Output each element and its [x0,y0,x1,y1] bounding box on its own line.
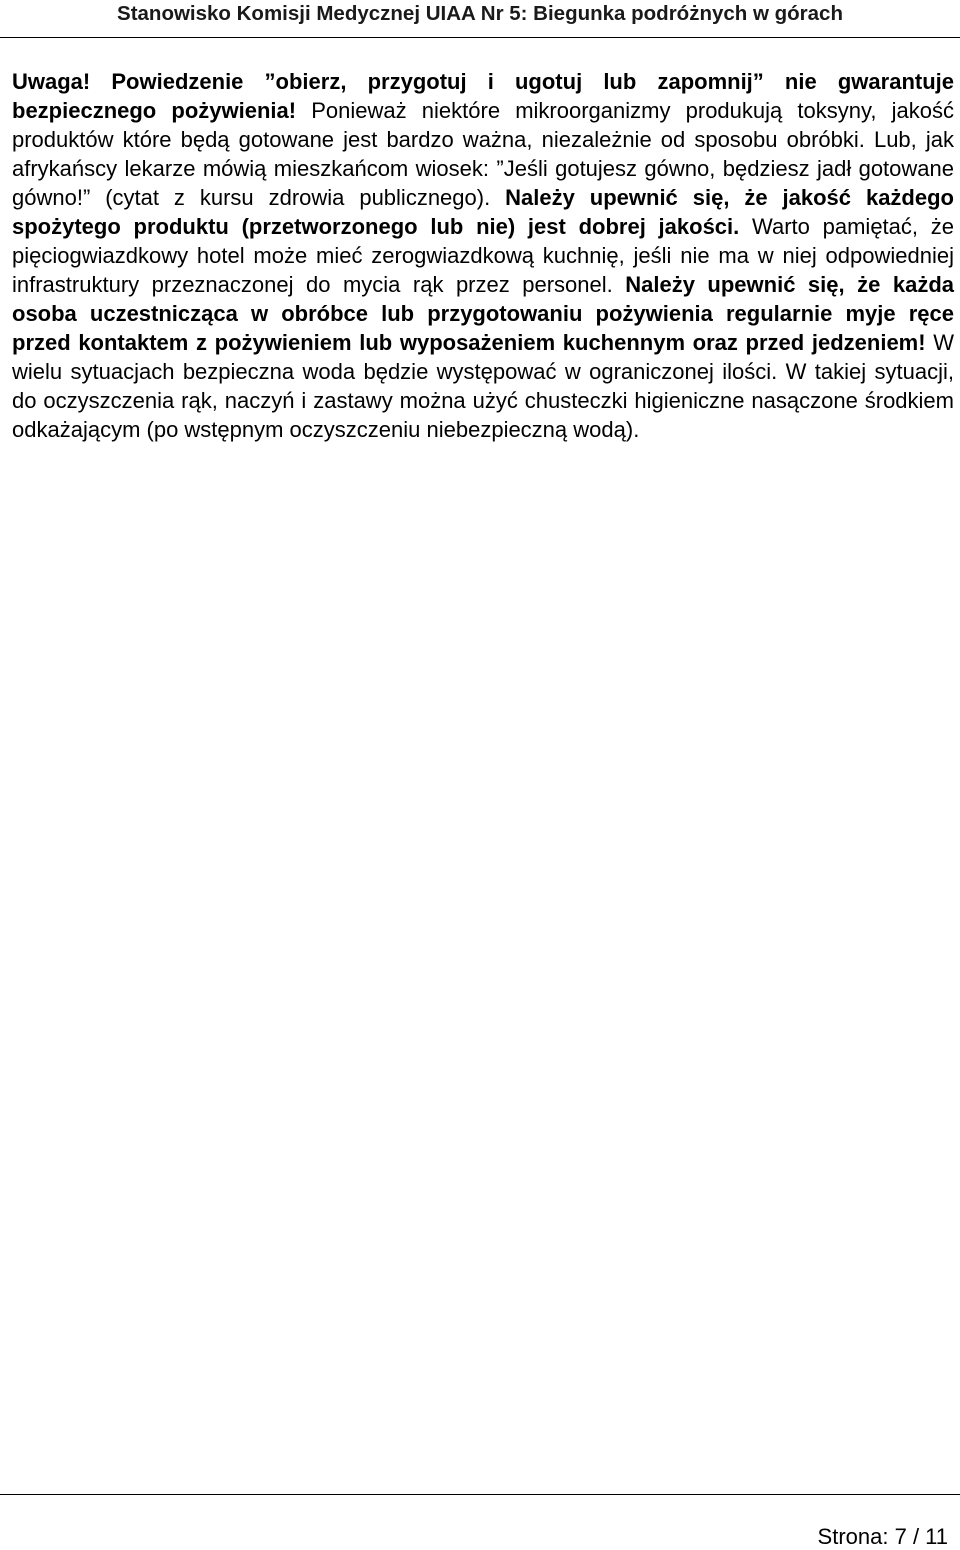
body-text: W wielu sytuacjach bezpieczna woda będzie występować w ograniczonej ilości. W takiej sytuacji, do oczyszczenia rąk, naczyń i zastawy można użyć chusteczki higieniczne nasączone środkiem odkażającym (po wstępnym oczyszczeniu niebezpieczną wodą). [12,330,954,442]
bold-instruction-quality: Należy upewnić się, że jakość każdego spożytego produktu (przetworzonego lub nie) jest dobrej jakości. [12,185,954,239]
page-number: Strona: 7 / 11 [817,1524,948,1549]
body-text: Ponieważ niektóre mikroorganizmy produkują toksyny, jakość produktów które będą gotowane jest bardzo ważna, niezależnie od sposobu obróbki. Lub, jak afrykańscy lekarze mówią mieszkańcom wiosek: ”Jeśli gotujesz gówno, będziesz jadł gotowane gówno!” (cytat z kursu zdrowia publicznego). [12,98,954,210]
bold-instruction-handwashing: Należy upewnić się, że każda osoba uczestnicząca w obróbce lub przygotowaniu pożywienia regularnie myje ręce przed kontaktem z pożywieniem lub wyposażeniem kuchennym oraz przed jedzeniem! [12,272,954,355]
document-title: Stanowisko Komisji Medycznej UIAA Nr 5: Biegunka podróżnych w górach [117,2,843,25]
page-header [0,0,960,38]
bold-warning: Uwaga! Powiedzenie ”obierz, przygotuj i ugotuj lub zapomnij” nie gwarantuje bezpiecznego pożywienia! [12,69,954,123]
body-paragraph [12,67,954,444]
body-text: Warto pamiętać, że pięciogwiazdkowy hotel może mieć zerogwiazdkową kuchnię, jeśli nie ma w niej odpowiedniej infrastruktury przeznaczonej do mycia rąk przez personel. [12,214,954,297]
footer-rule [0,1494,960,1495]
